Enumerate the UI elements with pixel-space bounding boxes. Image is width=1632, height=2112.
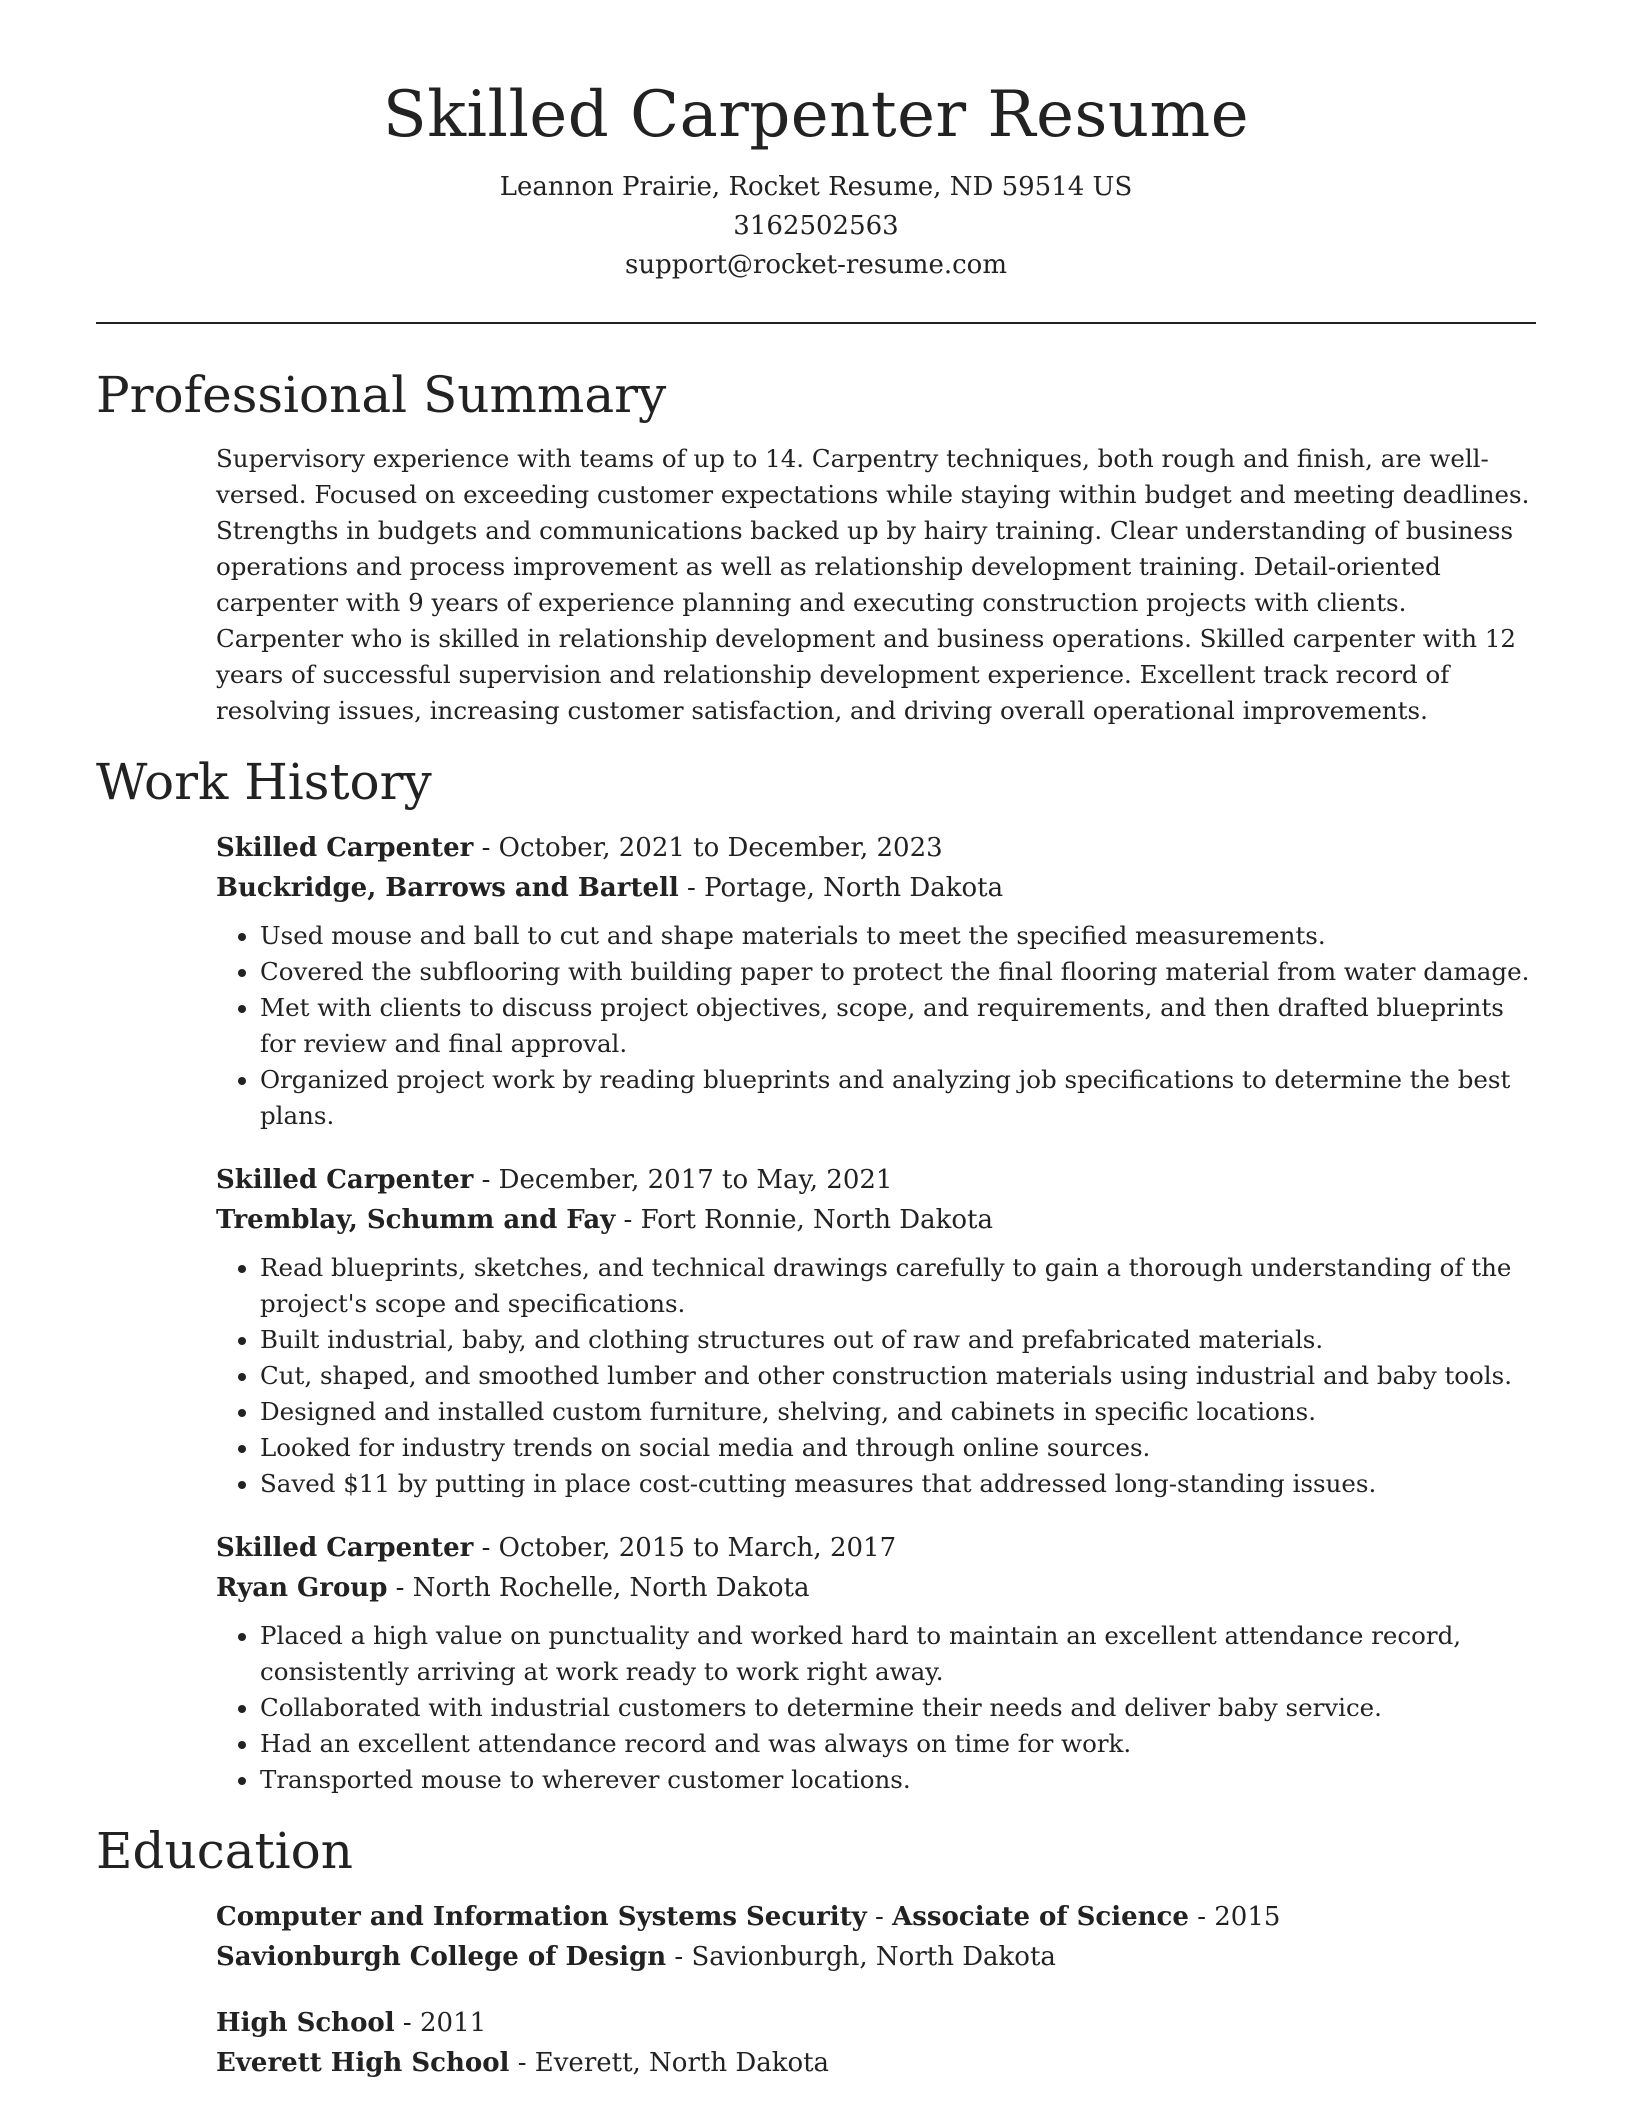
- job-entry: [216, 1528, 1536, 1798]
- education-degree-line: [216, 2003, 1536, 2043]
- separator: -: [678, 873, 705, 904]
- work-history-section: [96, 755, 1536, 1798]
- contact-address: Leannon Prairie, Rocket Resume, ND 59514 US: [499, 172, 1133, 203]
- education-year: 2015: [1214, 1902, 1281, 1933]
- separator: -: [666, 1942, 692, 1973]
- separator: -: [394, 2008, 420, 2039]
- education-section: [96, 1824, 1536, 2083]
- job-entry: [216, 828, 1536, 1134]
- summary-section: [96, 368, 1536, 729]
- job-dates: October, 2015 to March, 2017: [498, 1533, 897, 1564]
- job-bullet: • Cut, shaped, and smoothed lumber and other construction materials using industrial and baby tools.: [260, 1358, 1536, 1394]
- education-school-line: [216, 2043, 1536, 2083]
- education-field: High School: [216, 2008, 395, 2039]
- education-year: 2011: [419, 2008, 487, 2039]
- work-history-body: [216, 828, 1536, 1798]
- job-company: Tremblay, Schumm and Fay: [216, 1205, 616, 1236]
- job-bullet: • Had an excellent attendance record and was always on time for work.: [260, 1726, 1536, 1762]
- job-title-line: [216, 1528, 1536, 1568]
- job-bullet: • Collaborated with industrial customers to determine their needs and deliver baby service.: [260, 1690, 1536, 1726]
- job-company: Ryan Group: [216, 1573, 388, 1604]
- education-entry: [216, 2003, 1536, 2083]
- separator: -: [387, 1573, 413, 1604]
- separator: -: [866, 1902, 893, 1933]
- separator: -: [1188, 1902, 1215, 1933]
- job-dates: October, 2021 to December, 2023: [498, 833, 943, 864]
- job-bullet: • Looked for industry trends on social media and through online sources.: [260, 1430, 1536, 1466]
- job-role: Skilled Carpenter: [216, 1165, 474, 1196]
- job-bullets: [216, 1618, 1536, 1798]
- education-heading: Education: [96, 1822, 353, 1881]
- job-entry: [216, 1160, 1536, 1502]
- work-history-heading: Work History: [96, 753, 432, 812]
- job-bullet: • Organized project work by reading blueprints and analyzing job specifications to determine the best plans.: [260, 1062, 1536, 1134]
- education-body: [216, 1897, 1536, 2083]
- separator: -: [615, 1205, 641, 1236]
- job-bullet: • Read blueprints, sketches, and technical drawings carefully to gain a thorough understanding of the project's scope and specifications.: [260, 1250, 1536, 1322]
- job-title-line: [216, 828, 1536, 868]
- education-school: Savionburgh College of Design: [216, 1942, 667, 1973]
- separator: -: [473, 1165, 499, 1196]
- education-degree-line: [216, 1897, 1536, 1937]
- job-bullet: • Built industrial, baby, and clothing structures out of raw and prefabricated materials.: [260, 1322, 1536, 1358]
- job-bullet: • Transported mouse to wherever customer locations.: [260, 1762, 1536, 1798]
- job-role: Skilled Carpenter: [216, 1533, 474, 1564]
- education-field: Computer and Information Systems Security: [216, 1902, 867, 1933]
- education-degree: Associate of Science: [892, 1902, 1189, 1933]
- job-role: Skilled Carpenter: [216, 833, 474, 864]
- education-school: Everett High School: [216, 2048, 510, 2079]
- contact-email: support@rocket-resume.com: [624, 250, 1007, 281]
- job-title-line: [216, 1160, 1536, 1200]
- job-company: Buckridge, Barrows and Bartell: [216, 873, 679, 904]
- education-entry: [216, 1897, 1536, 1977]
- resume-title: Skilled Carpenter Resume: [382, 78, 1250, 152]
- header-divider: [96, 322, 1536, 324]
- job-dates: December, 2017 to May, 2021: [498, 1165, 893, 1196]
- job-company-line: [216, 1568, 1536, 1608]
- job-bullets: [216, 918, 1536, 1134]
- job-bullets: [216, 1250, 1536, 1502]
- summary-heading: Professional Summary: [96, 366, 667, 425]
- separator: -: [473, 833, 499, 864]
- job-location: Portage, North Dakota: [704, 873, 1004, 904]
- summary-text: Supervisory experience with teams of up to 14. Carpentry techniques, both rough and finish, are well-versed. Focused on exceeding customer expectations while staying within budget and meeting deadlines. Strengths in budgets and communications backed up by hairy training. Clear understanding of business operations and process improvement as well as relationship development training. Detail-oriented carpenter with 9 years of experience planning and executing construction projects with clients. Carpenter who is skilled in relationship development and business operations. Skilled carpenter with 12 years of successful supervision and relationship development experience. Excellent track record of resolving issues, increasing customer satisfaction, and driving overall operational improvements.: [216, 444, 1530, 726]
- education-school-line: [216, 1937, 1536, 1977]
- job-bullet: • Met with clients to discuss project objectives, scope, and requirements, and then drafted blueprints for review and final approval.: [260, 990, 1536, 1062]
- job-bullet: • Saved $11 by putting in place cost-cutting measures that addressed long-standing issues.: [260, 1466, 1536, 1502]
- resume-header: [96, 80, 1536, 285]
- job-bullet: • Used mouse and ball to cut and shape materials to meet the specified measurements.: [260, 918, 1536, 954]
- separator: -: [509, 2048, 535, 2079]
- job-bullet: • Designed and installed custom furniture, shelving, and cabinets in specific locations.: [260, 1394, 1536, 1430]
- contact-phone: 3162502563: [733, 211, 899, 242]
- job-location: Fort Ronnie, North Dakota: [640, 1205, 993, 1236]
- job-company-line: [216, 1200, 1536, 1240]
- education-location: Savionburgh, North Dakota: [691, 1942, 1056, 1973]
- job-company-line: [216, 868, 1536, 908]
- job-bullet: • Placed a high value on punctuality and worked hard to maintain an excellent attendance record, consistently arriving at work ready to work right away.: [260, 1618, 1536, 1690]
- job-location: North Rochelle, North Dakota: [412, 1573, 810, 1604]
- education-location: Everett, North Dakota: [534, 2048, 830, 2079]
- separator: -: [473, 1533, 499, 1564]
- job-bullet: • Covered the subflooring with building paper to protect the final flooring material from water damage.: [260, 954, 1536, 990]
- summary-body: [216, 441, 1536, 729]
